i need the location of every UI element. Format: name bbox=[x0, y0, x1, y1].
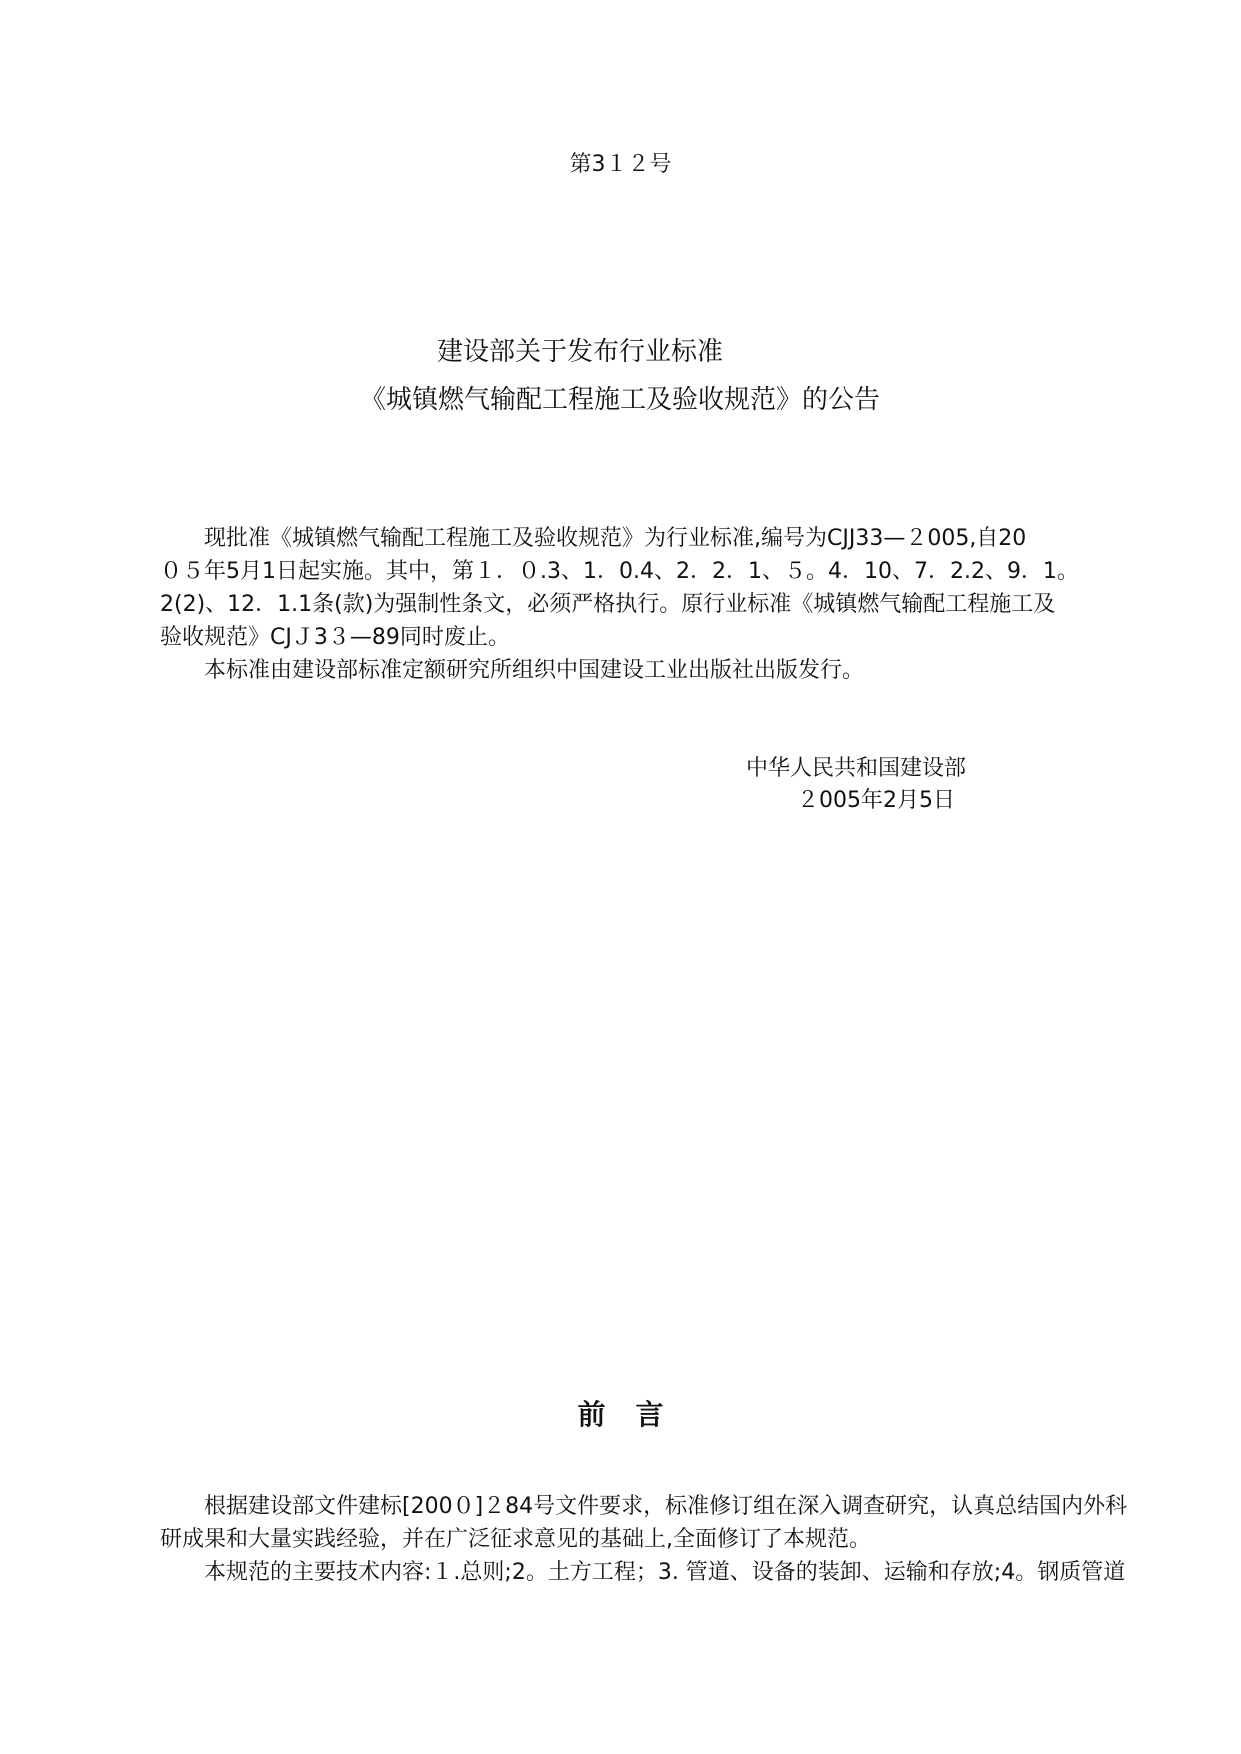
paragraph-line: 本规范的主要技术内容:１.总则;2。土方工程；3. 管道、设备的装卸、运输和存放;4。钢质管道 bbox=[160, 1560, 1126, 1585]
signature-date: ２005年2月5日 bbox=[797, 788, 955, 813]
announcement-title-line-2: 《城镇燃气输配工程施工及验收规范》的公告 bbox=[360, 385, 881, 415]
announcement-number: 第3１２号 bbox=[569, 152, 672, 177]
announcement-title-line-1: 建设部关于发布行业标准 bbox=[437, 337, 724, 367]
paragraph-line: 现批准《城镇燃气输配工程施工及验收规范》为行业标准,编号为CJJ33—２005,自20 bbox=[160, 526, 1027, 551]
signature-organization: 中华人民共和国建设部 bbox=[746, 756, 967, 781]
paragraph-line: 2(2)、12．1.1条(款)为强制性条文，必须严格执行。原行业标准《城镇燃气输配工程施工及 bbox=[160, 592, 1056, 617]
preface-paragraph-1 bbox=[160, 1490, 1128, 1556]
paragraph-line: 本标准由建设部标准定额研究所组织中国建设工业出版社出版发行。 bbox=[160, 658, 865, 683]
preface-paragraph-2 bbox=[160, 1556, 1126, 1589]
paragraph-line: 研成果和大量实践经验，并在广泛征求意见的基础上,全面修订了本规范。 bbox=[160, 1527, 871, 1552]
preface-heading: 前言 bbox=[577, 1398, 694, 1431]
paragraph-line: ０５年5月1日起实施。其中，第１．０.3、1．0.4、2．2．1、５。4．10、7．2.2、9．1。 bbox=[160, 559, 1079, 584]
announcement-body-paragraph-1 bbox=[160, 522, 1120, 654]
paragraph-line: 根据建设部文件建标[200０]２84号文件要求，标准修订组在深入调查研究，认真总结国内外科 bbox=[160, 1494, 1128, 1519]
announcement-body-paragraph-2 bbox=[160, 654, 1120, 687]
paragraph-line: 验收规范》CJＪ3３—89同时废止。 bbox=[160, 625, 510, 650]
